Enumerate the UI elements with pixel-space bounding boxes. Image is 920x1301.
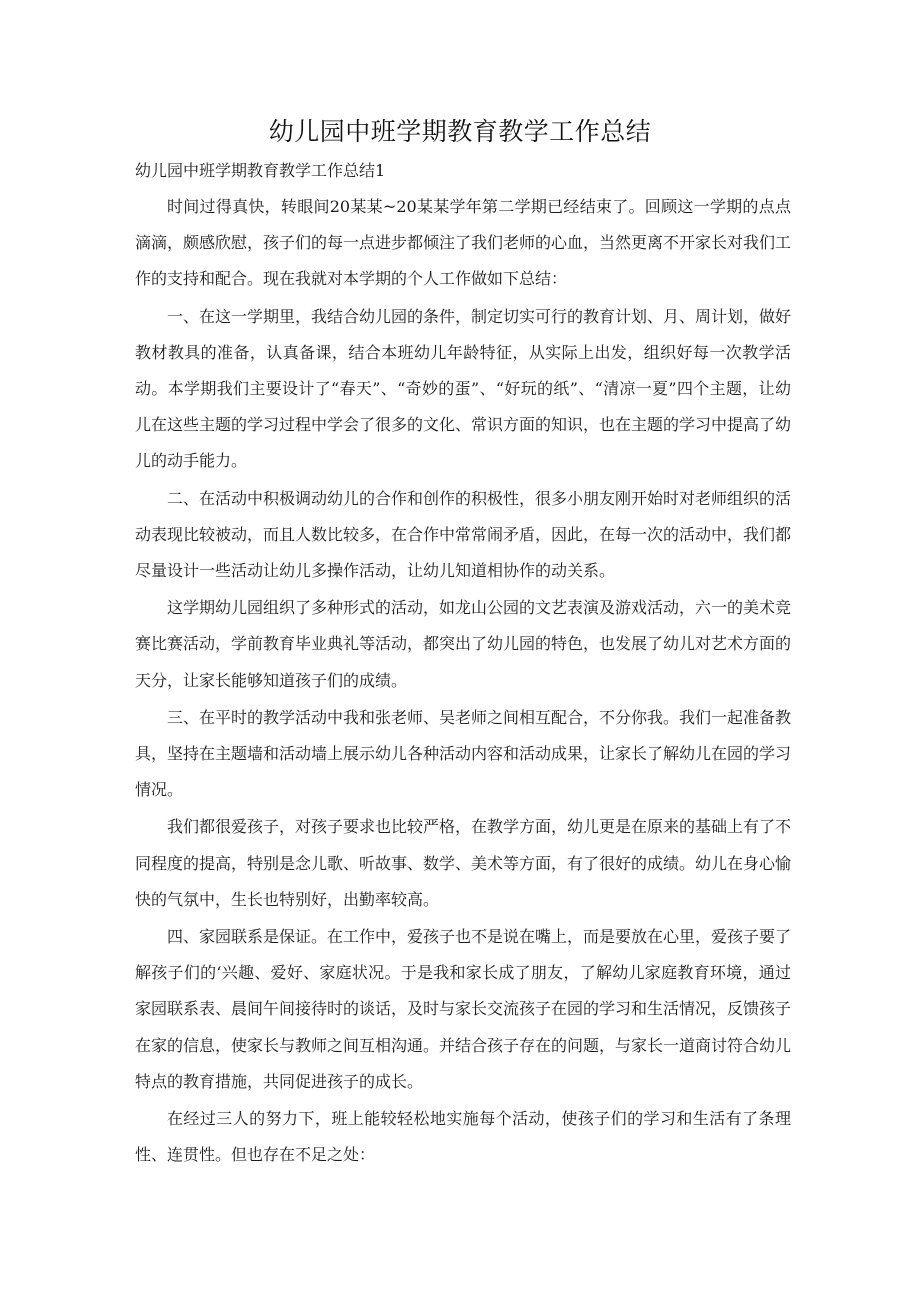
paragraph-intro: 时间过得真快，转眼间20某某~20某某学年第二学期已经结束了。回顾这一学期的点点滴滴，颇感欣慰，孩子们的每一点进步都倾注了我们老师的心血，当然更离不开家长对我们工作的支持和配合。现在我就对本学期的个人工作做如下总结：	[135, 197, 792, 289]
document-subtitle: 幼儿园中班学期教育教学工作总结1	[135, 161, 386, 180]
paragraph-conclusion: 在经过三人的努力下，班上能较轻松地实施每个活动，使孩子们的学习和生活有了条理性、连贯性。但也存在不足之处：	[135, 1109, 791, 1165]
document-body	[135, 153, 791, 1174]
paragraph-section-1: 一、在这一学期里，我结合幼儿园的条件，制定切实可行的教育计划、月、周计划，做好教材教具的准备，认真备课，结合本班幼儿年龄特征，从实际上出发，组织好每一次教学活动。本学期我们主要设计了“春天”、“奇妙的蛋”、“好玩的纸”、“清凉一夏”四个主题，让幼儿在这些主题的学习过程中学会了很多的文化、常识方面的知识，也在主题的学习中提高了幼儿的动手能力。	[135, 306, 792, 471]
paragraph-section-4: 四、家园联系是保证。在工作中，爱孩子也不是说在嘴上，而是要放在心里，爱孩子要了解孩子们的‘兴趣、爱好、家庭状况。于是我和家长成了朋友，了解幼儿家庭教育环境，通过家园联系表、晨间午间接待时的谈话，及时与家长交流孩子在园的学习和生活情况，反馈孩子在家的信息，使家长与教师之间互相沟通。并结合孩子存在的问题，与家长一道商讨符合幼儿特点的教育措施，共同促进孩子的成长。	[135, 927, 792, 1091]
paragraph-love-children: 我们都很爱孩子，对孩子要求也比较严格，在教学方面，幼儿更是在原来的基础上有了不同程度的提高，特别是念儿歌、听故事、数学、美术等方面，有了很好的成绩。幼儿在身心愉快的气氛中，生长也特别好，出勤率较高。	[135, 817, 792, 909]
paragraph-activities: 这学期幼儿园组织了多种形式的活动，如龙山公园的文艺表演及游戏活动，六一的美术竞赛比赛活动，学前教育毕业典礼等活动，都突出了幼儿园的特色，也发展了幼儿对艺术方面的天分，让家长能够知道孩子们的成绩。	[135, 598, 792, 690]
document-title: 幼儿园中班学期教育教学工作总结	[268, 117, 652, 146]
paragraph-section-2: 二、在活动中积极调动幼儿的合作和创作的积极性，很多小朋友刚开始时对老师组织的活动表现比较被动，而且人数比较多，在合作中常常闹矛盾，因此，在每一次的活动中，我们都尽量设计一些活动让幼儿多操作活动，让幼儿知道相协作的动关系。	[135, 488, 792, 581]
paragraph-section-3: 三、在平时的教学活动中我和张老师、吴老师之间相互配合，不分你我。我们一起准备教具，坚持在主题墙和活动墙上展示幼儿各种活动内容和活动成果，让家长了解幼儿在园的学习情况。	[135, 707, 792, 800]
